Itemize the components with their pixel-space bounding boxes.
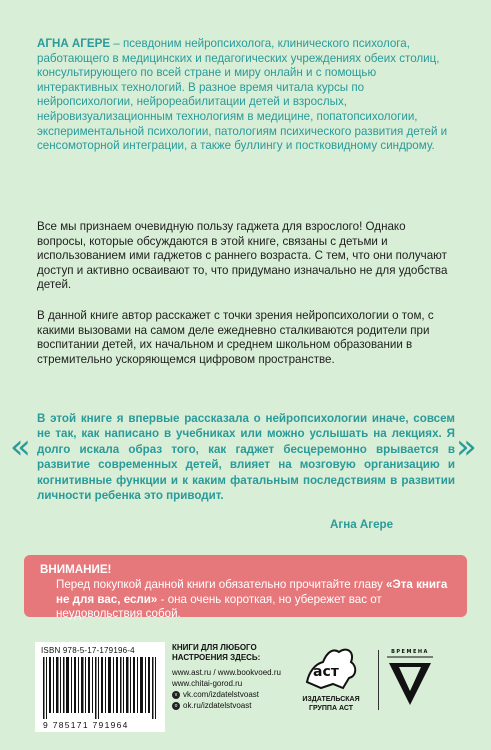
warning-text-after: - она очень короткая, но убережет вас от неудовольствия собой.	[56, 592, 382, 621]
ast-publisher-caption: ИЗДАТЕЛЬСКАЯ ГРУППА АСТ	[302, 696, 360, 712]
ast-logo-icon	[303, 642, 359, 692]
isbn-label: ISBN 978-5-17-179196-4	[41, 646, 135, 655]
barcode-icon	[41, 657, 159, 719]
open-quote-icon: «	[10, 427, 31, 467]
shop-link-row-3	[172, 690, 259, 700]
warning-title: ВНИМАНИЕ!	[40, 563, 112, 576]
vremena-brand: ВРЕМЕНА	[391, 649, 429, 655]
barcode-number: 9 785171 791964	[43, 720, 129, 730]
author-bio	[37, 37, 457, 154]
shop-link-row-2	[172, 679, 242, 689]
vk-icon: v	[172, 691, 180, 699]
svg-text:аст: аст	[313, 664, 339, 680]
vk-link[interactable]: vk.com/izdatelstvoast	[183, 690, 260, 699]
chitai-gorod-link[interactable]: www.chitai-gorod.ru	[172, 679, 243, 688]
ok-icon: o	[172, 702, 180, 710]
description-paragraph-1: Все мы признаем очевидную пользу гаджета для взрослого! Однако вопросы, которые обсуждаются в этой книге, связаны с детьми и использованием ими гаджетов с раннего возраста. С тем, что они получают доступ и активно осваивают то, что придумано изначально не для удобства детей.	[37, 220, 448, 292]
vremena-logo-icon	[385, 647, 435, 712]
shop-link-row-4	[172, 701, 251, 711]
logo-divider	[378, 650, 379, 710]
close-quote-icon: »	[456, 427, 477, 467]
website-link[interactable]: www.ast.ru / www.bookvoed.ru	[172, 668, 281, 677]
bio-text: – псевдоним нейропсихолога, клинического психолога, работающего в медицинских и педагогических учреждениях обеих столиц, консультирующего по всей стране и миру онлайн и с помощью интерактивных технологий. В разное время читала курсы по нейропсихологии, нейрореабилитации детей и взрослых, нейровизуализационным технологиям в медицине, попатопсихологии, экспериментальной психологии, патологиям психического развития детей и сенсомоторной интеграции, а также буллингу и постковидному синдрому.	[37, 37, 448, 153]
shop-link-row-1	[172, 668, 281, 678]
warning-chapter-name: «Эта книга не для вас, если»	[56, 578, 448, 606]
author-name: АГНА АГЕРЕ	[37, 37, 111, 50]
quote-author: Агна Агере	[330, 518, 394, 531]
author-quote: В этой книге я впервые рассказала о нейропсихологии иначе, совсем не так, как написано в учебниках или можно услышать на лекциях. Я долго искала образ того, как гаджет бесцеремонно врывается в развитие современных детей, влияет на мозговую организацию и когнитивные функции и к каким фатальным последствиям в развитии личности ребенка это приводит.	[37, 412, 455, 503]
ok-link[interactable]: ok.ru/izdatelstvoast	[183, 701, 252, 710]
warning-text	[56, 578, 460, 622]
description-paragraph-2: В данной книге автор расскажет с точки зрения нейропсихологии о том, с какими вызовами на самом деле ежедневно сталкиваются родители при воспитании детей, их начальном и среднем школьном образовании в стремительно ускоряющемся цифровом пространстве.	[37, 309, 434, 366]
warning-text-before: Перед покупкой данной книги обязательно прочитайте главу	[56, 578, 387, 591]
shops-title: КНИГИ ДЛЯ ЛЮБОГО НАСТРОЕНИЯ ЗДЕСЬ:	[172, 643, 261, 662]
